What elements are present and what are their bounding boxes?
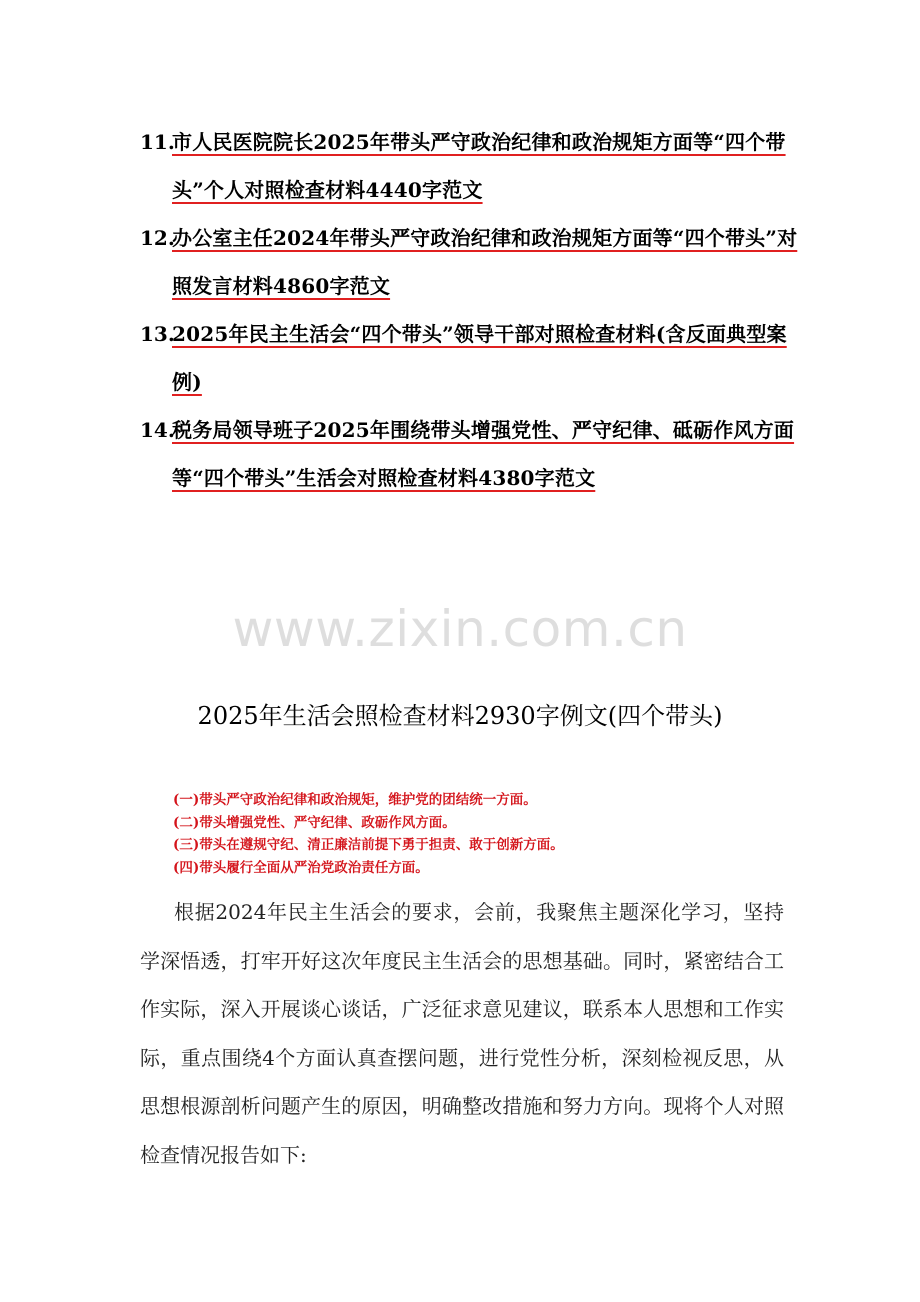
list-item-number: 14. xyxy=(140,418,175,442)
aspect-item: (四)带头履行全面从严治党政治责任方面。 xyxy=(173,859,429,876)
list-item-number: 12. xyxy=(140,226,175,250)
list-item-number: 11. xyxy=(140,130,175,154)
list-item[interactable] xyxy=(140,310,800,406)
list-item[interactable] xyxy=(140,406,800,502)
document-title: 2025年生活会照检查材料2930字例文(四个带头) xyxy=(197,702,723,730)
document-link[interactable]: 办公室主任2024年带头严守政治纪律和政治规矩方面等“四个带头”对照发言材料4860字范文 xyxy=(172,226,798,298)
list-item[interactable] xyxy=(140,214,800,310)
aspect-item: (三)带头在遵规守纪、清正廉洁前提下勇于担责、敢于创新方面。 xyxy=(173,837,564,853)
document-link[interactable]: 市人民医院院长2025年带头严守政治纪律和政治规矩方面等“四个带头”个人对照检查材料4440字范文 xyxy=(172,130,786,202)
list-item[interactable] xyxy=(140,118,800,214)
document-link[interactable]: 2025年民主生活会“四个带头”领导干部对照检查材料(含反面典型案例) xyxy=(172,322,787,394)
document-link[interactable]: 税务局领导班子2025年围绕带头增强党性、严守纪律、砥砺作风方面等“四个带头”生活会对照检查材料4380字范文 xyxy=(172,418,795,490)
aspect-item: (一)带头严守政治纪律和政治规矩，维护党的团结统一方面。 xyxy=(173,792,537,808)
watermark: www.zixin.com.cn xyxy=(232,600,688,658)
body-paragraph: 根据2024年民主生活会的要求，会前，我聚焦主题深化学习，坚持学深悟透，打牢开好这次年度民主生活会的思想基础。同时，紧密结合工作实际，深入开展谈心谈话，广泛征求意见建议，联系本人思想和工作实际，重点围绕4个方面认真查摆问题，进行党性分析，深刻检视反思，从思想根源剖析问题产生的原因，明确整改措施和努力方向。现将个人对照检查情况报告如下: xyxy=(140,900,784,1167)
related-documents-list xyxy=(140,118,800,502)
aspects-list xyxy=(173,789,773,879)
aspect-item: (二)带头增强党性、严守纪律、政砺作风方面。 xyxy=(173,814,456,831)
list-item-number: 13. xyxy=(140,322,175,346)
